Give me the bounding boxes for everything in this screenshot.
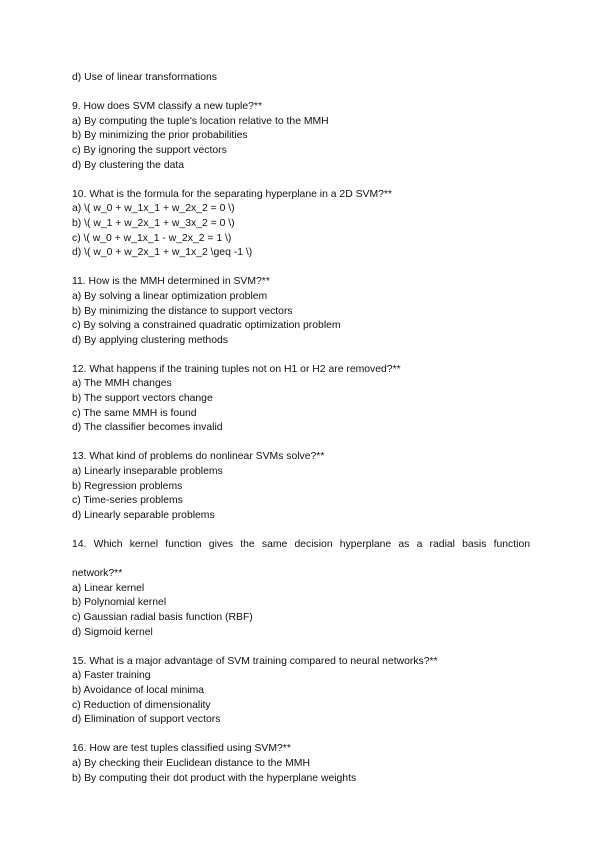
- option-a: a) Faster training: [72, 670, 151, 682]
- option-a: a) The MMH changes: [72, 378, 172, 390]
- question-text-line-2: network?**: [72, 568, 123, 580]
- spacer: [72, 348, 530, 363]
- spacer: [72, 640, 530, 655]
- question-block-11: [72, 275, 530, 348]
- question-text: 9. How does SVM classify a new tuple?**: [72, 101, 263, 113]
- question-block-16: [72, 742, 530, 786]
- question-block-14: [72, 538, 530, 640]
- option-a: a) By checking their Euclidean distance to the MMH: [72, 757, 310, 769]
- spacer: [72, 436, 530, 451]
- option-a: a) Linear kernel: [72, 582, 145, 594]
- option-c: c) The same MMH is found: [72, 407, 197, 419]
- spacer: [72, 173, 530, 188]
- option-c: c) Time-series problems: [72, 495, 183, 507]
- option-b: b) By minimizing the prior probabilities: [72, 130, 248, 142]
- option-b: b) Polynomial kernel: [72, 597, 167, 609]
- option-c: c) By ignoring the support vectors: [72, 144, 227, 156]
- option-a: a) \( w_0 + w_1x_1 + w_2x_2 = 0 \): [72, 203, 235, 215]
- option-c: c) \( w_0 + w_1x_1 - w_2x_2 = 1 \): [72, 232, 232, 244]
- option-b: b) By computing their dot product with the hyperplane weights: [72, 772, 357, 784]
- page-content: [72, 71, 530, 786]
- option-d: d) \( w_0 + w_2x_1 + w_1x_2 \geq -1 \): [72, 247, 253, 259]
- option-c: c) By solving a constrained quadratic optimization problem: [72, 320, 341, 332]
- question-block-13: [72, 450, 530, 523]
- option-c: c) Reduction of dimensionality: [72, 699, 211, 711]
- question-text: 15. What is a major advantage of SVM training compared to neural networks?**: [72, 655, 438, 667]
- option-c: c) Gaussian radial basis function (RBF): [72, 611, 253, 623]
- spacer: [72, 728, 530, 743]
- spacer: [72, 261, 530, 276]
- question-text: 12. What happens if the training tuples not on H1 or H2 are removed?**: [72, 363, 401, 375]
- option-b: b) By minimizing the distance to support vectors: [72, 305, 293, 317]
- question-text-line-1: 14. Which kernel function gives the same decision hyperplane as a radial basis function: [72, 539, 530, 550]
- spacer: [72, 86, 530, 101]
- option-d: d) Sigmoid kernel: [72, 626, 153, 638]
- question-block-9: [72, 100, 530, 173]
- option-d: d) The classifier becomes invalid: [72, 422, 223, 434]
- option-a: a) By solving a linear optimization problem: [72, 290, 268, 302]
- option-d: d) Elimination of support vectors: [72, 714, 221, 726]
- spacer: [72, 523, 530, 538]
- option-d: d) By clustering the data: [72, 159, 185, 171]
- option-b: b) Regression problems: [72, 480, 183, 492]
- option-a: a) Linearly inseparable problems: [72, 466, 223, 478]
- question-block-15: [72, 655, 530, 728]
- option-b: b) \( w_1 + w_2x_1 + w_3x_2 = 0 \): [72, 217, 235, 229]
- question-text: 11. How is the MMH determined in SVM?**: [72, 276, 270, 288]
- question-block-12: [72, 363, 530, 436]
- option-d: d) Linearly separable problems: [72, 509, 215, 521]
- option-a: a) By computing the tuple's location relative to the MMH: [72, 115, 329, 127]
- question-text: 16. How are test tuples classified using SVM?**: [72, 743, 291, 755]
- question-block-10: [72, 188, 530, 261]
- question-text: 13. What kind of problems do nonlinear SVMs solve?**: [72, 451, 325, 463]
- option-d: d) By applying clustering methods: [72, 334, 228, 346]
- option-b: b) Avoidance of local minima: [72, 684, 205, 696]
- option-b: b) The support vectors change: [72, 393, 213, 405]
- question-text: 10. What is the formula for the separating hyperplane in a 2D SVM?**: [72, 188, 392, 200]
- lead-option: d) Use of linear transformations: [72, 72, 217, 83]
